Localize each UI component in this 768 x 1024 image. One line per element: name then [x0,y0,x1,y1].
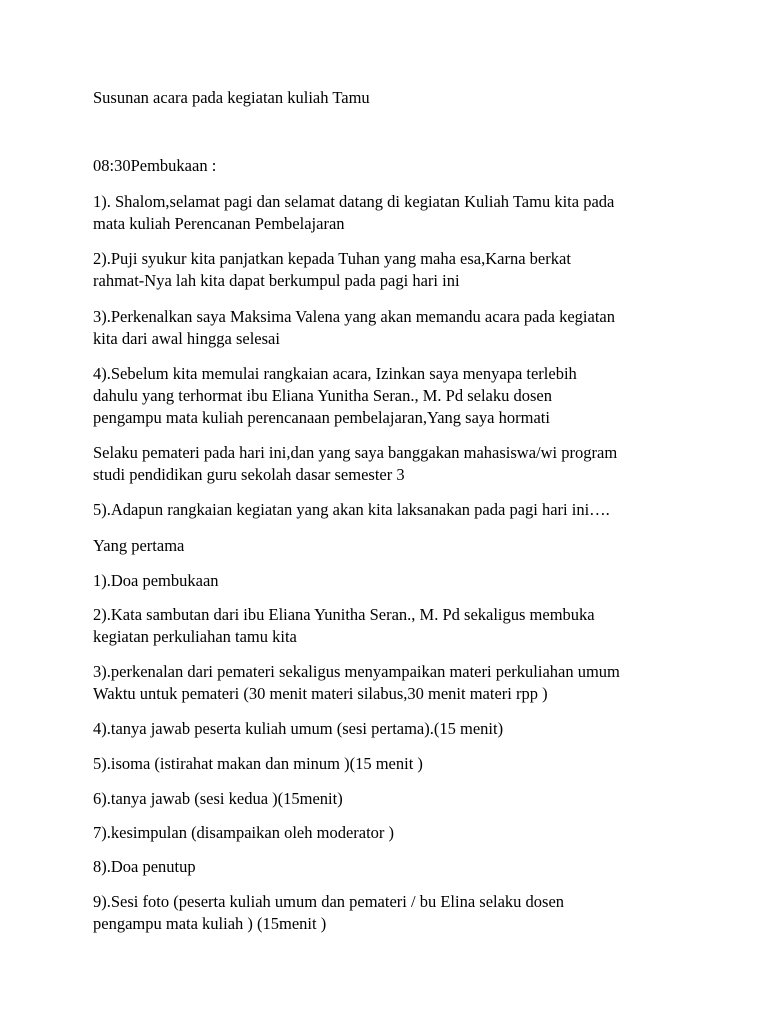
list-item: pengampu mata kuliah ) (15menit ) [93,914,327,933]
list-item: 4).tanya jawab peserta kuliah umum (sesi pertama).(15 menit) [93,719,504,738]
list-item: 6).tanya jawab (sesi kedua )(15menit) [93,789,343,808]
list-item: 9).Sesi foto (peserta kuliah umum dan pemateri / bu Elina selaku dosen [93,892,565,911]
document-title: Susunan acara pada kegiatan kuliah Tamu [93,88,370,107]
paragraph-line: 3).Perkenalkan saya Maksima Valena yang akan memandu acara pada kegiatan [93,307,615,326]
list-item: Waktu untuk pemateri (30 menit materi silabus,30 menit materi rpp ) [93,684,548,703]
paragraph-line: kita dari awal hingga selesai [93,329,280,348]
list-item: 7).kesimpulan (disampaikan oleh moderator ) [93,823,395,842]
paragraph-line: mata kuliah Perencanan Pembelajaran [93,214,345,233]
list-item: 2).Kata sambutan dari ibu Eliana Yunitha Seran., M. Pd sekaligus membuka [93,605,595,624]
paragraph-line: 4).Sebelum kita memulai rangkaian acara, Izinkan saya menyapa terlebih [93,364,577,383]
list-item: 8).Doa penutup [93,857,196,876]
paragraph-line: pengampu mata kuliah perencanaan pembelajaran,Yang saya hormati [93,408,550,427]
list-item: kegiatan perkuliahan tamu kita [93,627,297,646]
list-item: 3).perkenalan dari pemateri sekaligus menyampaikan materi perkuliahan umum [93,662,620,681]
paragraph-line: 5).Adapun rangkaian kegiatan yang akan kita laksanakan pada pagi hari ini…. [93,500,610,519]
paragraph-line: Selaku pemateri pada hari ini,dan yang saya banggakan mahasiswa/wi program [93,443,618,462]
paragraph-line: Yang pertama [93,536,185,555]
paragraph-line: studi pendidikan guru sekolah dasar semester 3 [93,465,405,484]
section-heading: 08:30Pembukaan : [93,156,217,175]
paragraph-line: dahulu yang terhormat ibu Eliana Yunitha Seran., M. Pd selaku dosen [93,386,553,405]
paragraph-line: 2).Puji syukur kita panjatkan kepada Tuhan yang maha esa,Karna berkat [93,249,571,268]
paragraph-line: rahmat-Nya lah kita dapat berkumpul pada pagi hari ini [93,271,460,290]
paragraph-line: 1). Shalom,selamat pagi dan selamat datang di kegiatan Kuliah Tamu kita pada [93,192,615,211]
list-item: 1).Doa pembukaan [93,571,219,590]
list-item: 5).isoma (istirahat makan dan minum )(15 menit ) [93,754,423,773]
